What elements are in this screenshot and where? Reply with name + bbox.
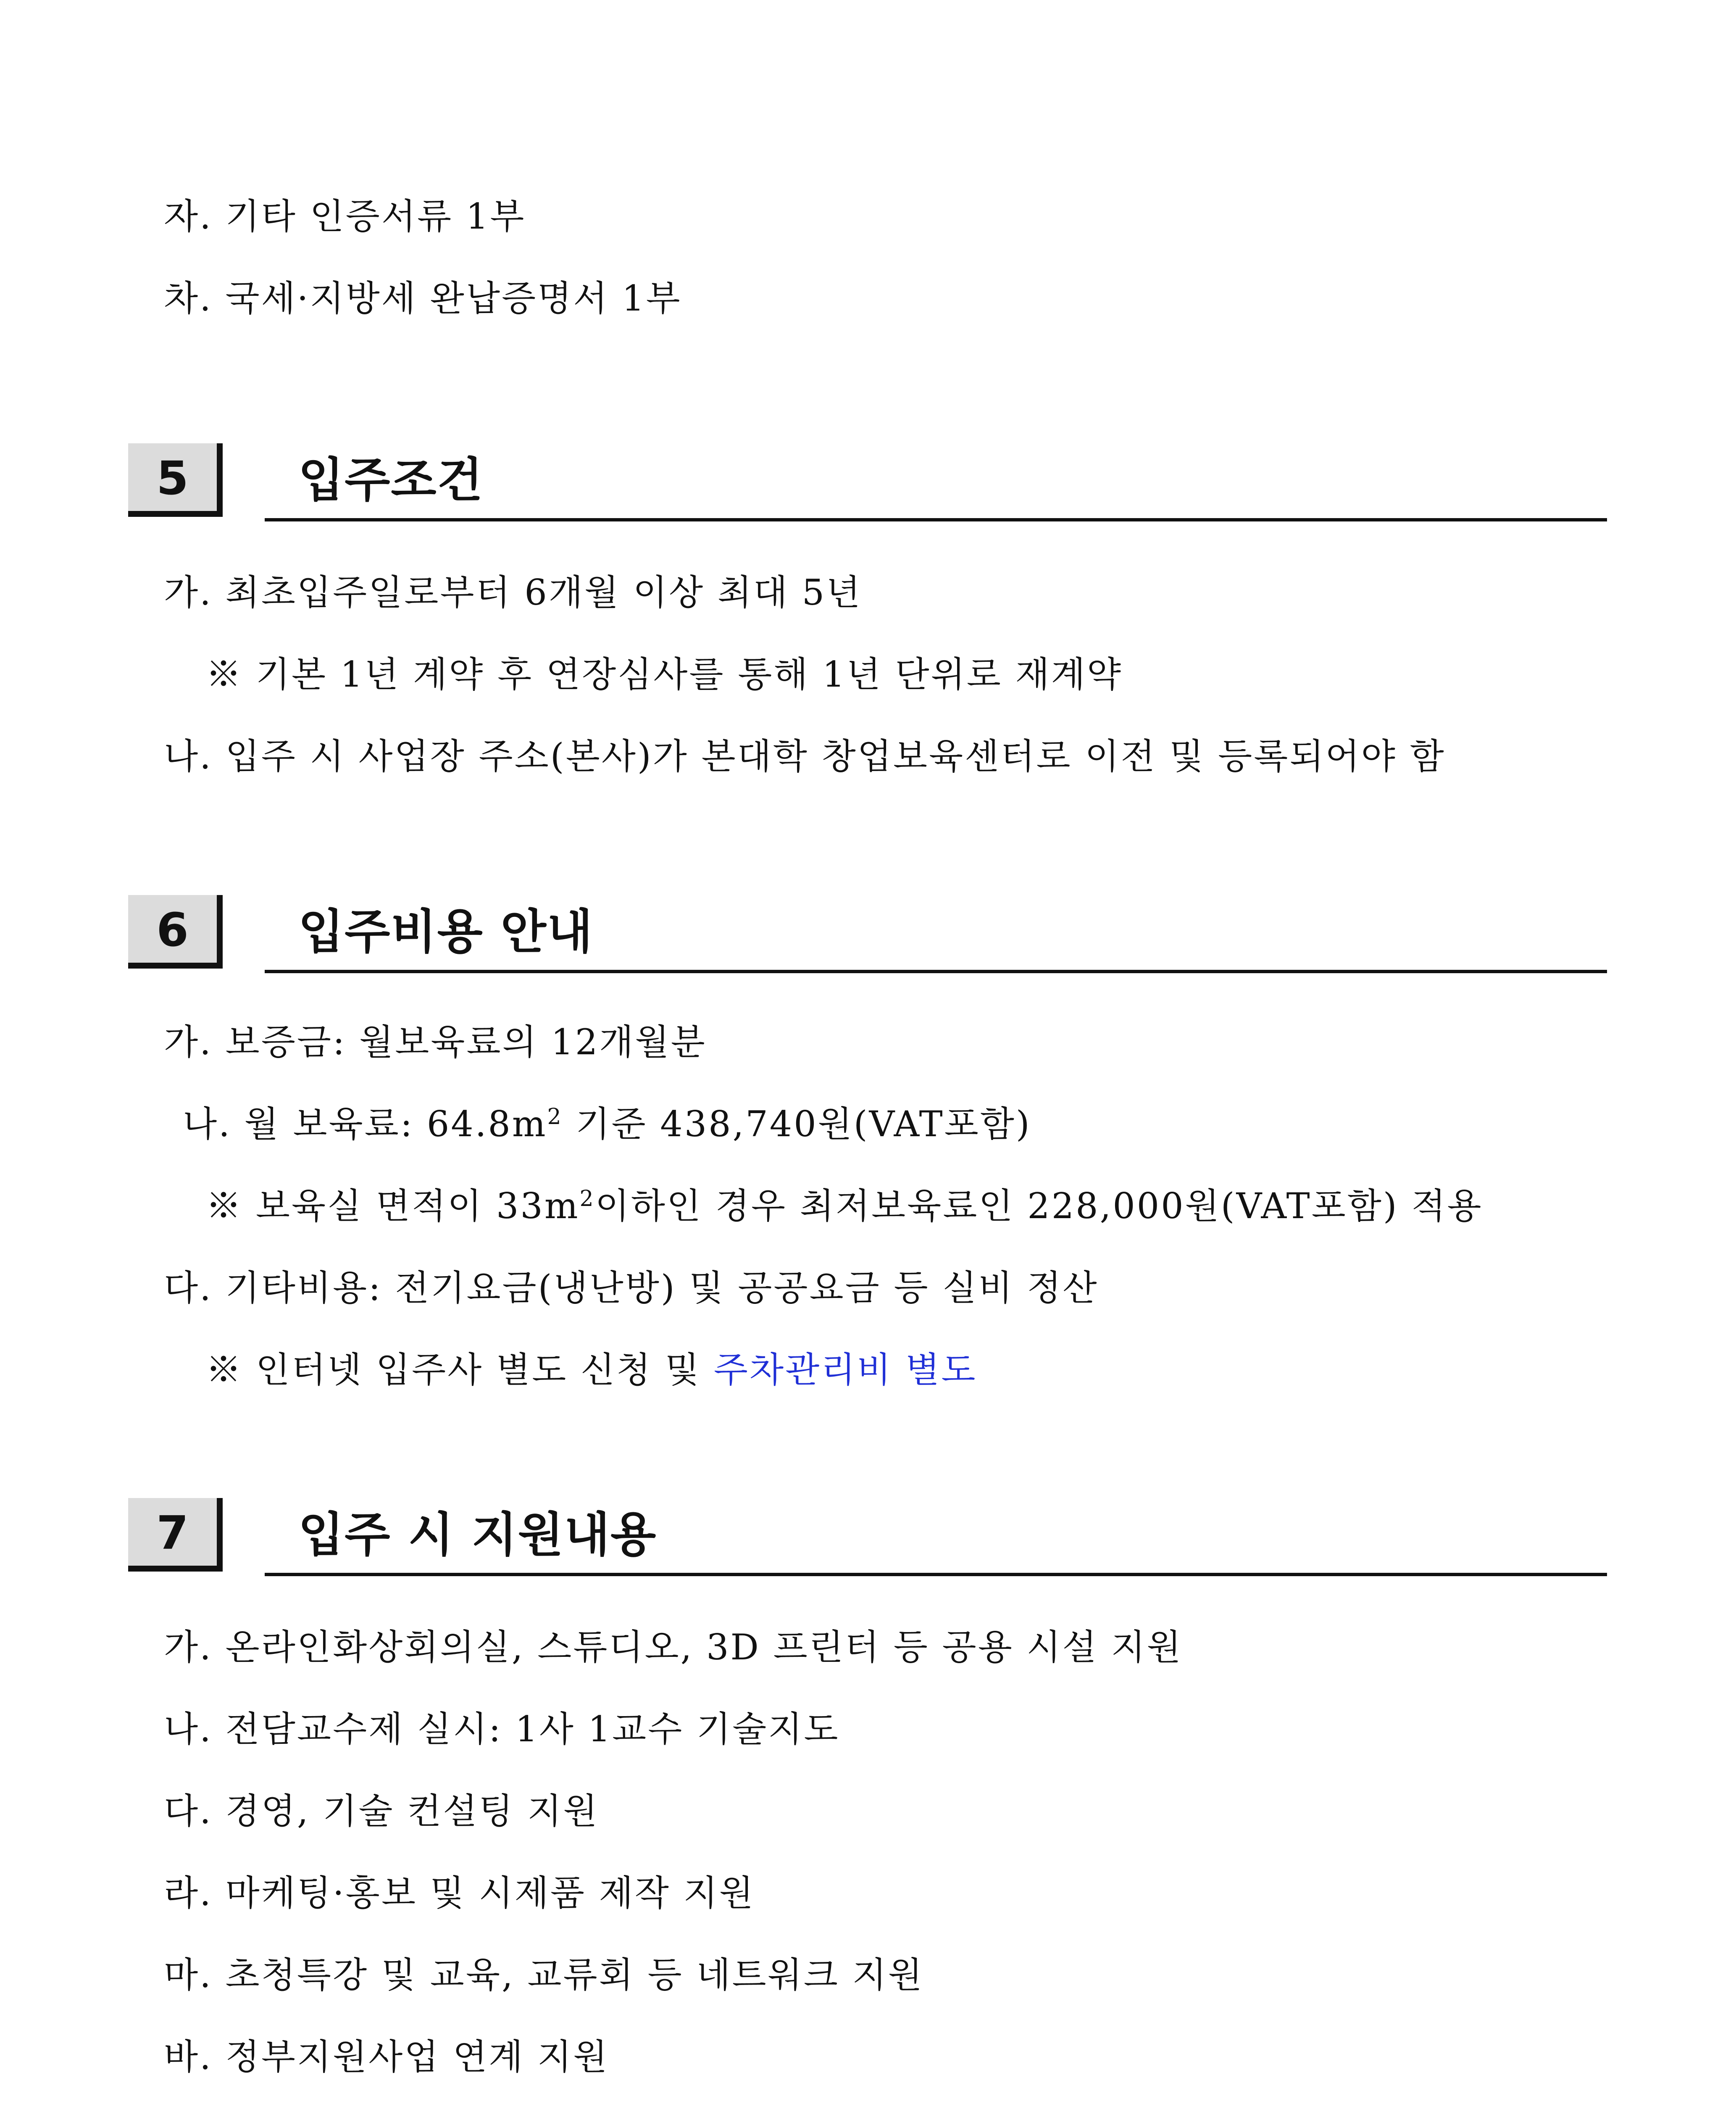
section-7-header xyxy=(128,1498,1607,1582)
list-item-other-costs: 다. 기타비용: 전기요금(냉난방) 및 공공요금 등 실비 정산 xyxy=(164,1267,1099,1309)
section-divider xyxy=(265,518,1607,521)
fee-prefix: 나. 월 보육료: 64.8m xyxy=(183,1103,547,1145)
list-item-deposit: 가. 보증금: 월보육료의 12개월분 xyxy=(164,1022,707,1063)
min-suffix: 이하인 경우 최저보육료인 228,000원(VAT포함) 적용 xyxy=(595,1185,1483,1227)
list-item: 가. 최초입주일로부터 6개월 이상 최대 5년 xyxy=(164,572,862,613)
list-item-ja: 자. 기타 인증서류 1부 xyxy=(164,196,526,237)
section-number-box: 6 xyxy=(128,895,223,969)
list-item: 가. 온라인화상회의실, 스튜디오, 3D 프린터 등 공용 시설 지원 xyxy=(164,1627,1183,1668)
fee-superscript: 2 xyxy=(547,1104,563,1129)
section-divider xyxy=(265,970,1607,973)
section-title: 입주비용 안내 xyxy=(298,905,594,959)
min-prefix: ※ 보육실 면적이 33m xyxy=(206,1185,580,1227)
list-item-monthly-fee xyxy=(183,1101,1031,1147)
list-item: 마. 초청특강 및 교육, 교류회 등 네트워크 지원 xyxy=(164,1954,924,1996)
section-number-box: 7 xyxy=(128,1498,223,1572)
section-divider xyxy=(265,1573,1607,1576)
list-item: 바. 정부지원사업 연계 지원 xyxy=(164,2036,609,2077)
list-item: 라. 마케팅·홍보 및 시제품 제작 지원 xyxy=(164,1872,755,1914)
internet-prefix: ※ 인터넷 입주사 별도 신청 및 xyxy=(206,1349,714,1390)
note-minimum-fee xyxy=(206,1183,1483,1229)
section-5-header xyxy=(128,443,1607,527)
section-number-box: 5 xyxy=(128,443,223,517)
list-item: 나. 전담교수제 실시: 1사 1교수 기술지도 xyxy=(164,1709,840,1750)
parking-fee-highlight: 주차관리비 별도 xyxy=(713,1349,977,1390)
note-internet xyxy=(206,1347,977,1393)
list-item-cha: 차. 국세·지방세 완납증명서 1부 xyxy=(164,278,682,319)
note-item: ※ 기본 1년 계약 후 연장심사를 통해 1년 단위로 재계약 xyxy=(206,654,1123,695)
min-superscript: 2 xyxy=(579,1186,595,1211)
list-item: 다. 경영, 기술 컨설팅 지원 xyxy=(164,1790,599,1832)
list-item: 나. 입주 시 사업장 주소(본사)가 본대학 창업보육센터로 이전 및 등록되어야 함 xyxy=(164,736,1446,777)
section-title: 입주조건 xyxy=(298,453,484,508)
section-6-header xyxy=(128,895,1607,979)
fee-suffix: 기준 438,740원(VAT포함) xyxy=(563,1103,1031,1145)
section-title: 입주 시 지원내용 xyxy=(298,1508,657,1562)
